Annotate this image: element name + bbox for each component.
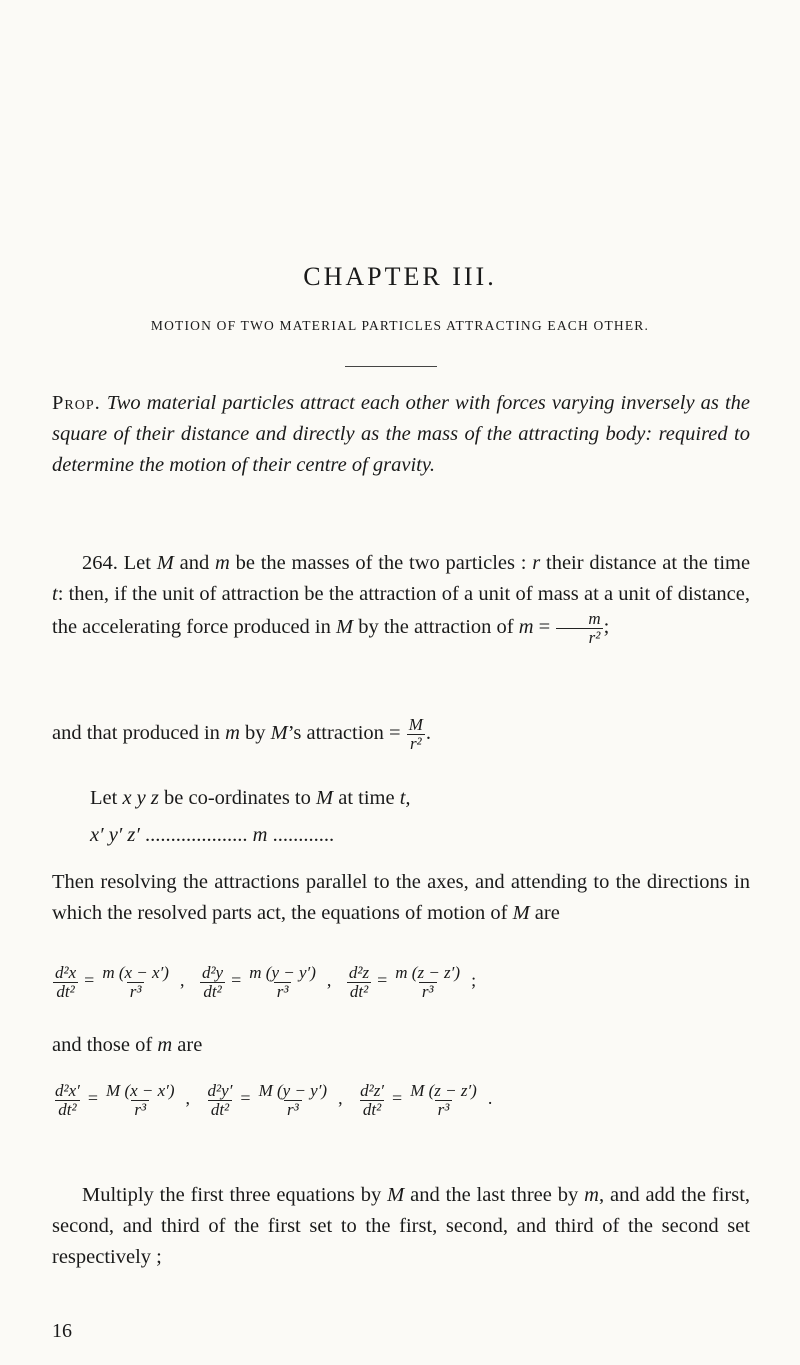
line2-var-M: M [270, 722, 288, 745]
eq-denominator: dt² [347, 982, 371, 1001]
multiply-var-M: M [387, 1184, 405, 1206]
line2-punct: . [425, 722, 432, 745]
coordinates-line-1 [90, 787, 411, 810]
eq-numerator: m (x − x′) [102, 963, 169, 982]
equations-of-M [52, 964, 486, 1001]
eq-denominator: r³ [131, 1100, 149, 1119]
p264-var-m: m [215, 552, 230, 574]
p264-equals: = [538, 616, 551, 639]
p264-text-a: Let [123, 552, 151, 574]
eq-denominator: dt² [208, 1100, 232, 1119]
eq-numerator: M (x − x′) [106, 1081, 175, 1100]
eq-punct: , [326, 970, 332, 991]
p264-punct: ; [603, 616, 610, 639]
p264-var-M-2: M [336, 616, 354, 639]
multiply-text-b: and the last three by [410, 1184, 579, 1206]
leader-dots: .................... [145, 824, 248, 846]
fraction-m-over-r2 [555, 610, 603, 647]
coords-var-m: m [252, 824, 268, 846]
line2-text-a: and that produced in [52, 722, 220, 745]
equals-sign: = [240, 1088, 251, 1109]
eq-numerator: d²x′ [55, 1081, 80, 1100]
eq-denominator: dt² [200, 982, 224, 1001]
eq1-lhs [52, 964, 79, 1001]
leader-dots-2: ............ [272, 824, 335, 846]
those-var-m: m [157, 1034, 173, 1056]
proposition-lead: Prop. [52, 392, 101, 414]
line2-text-b: ’s attraction = [287, 722, 401, 745]
equals-sign: = [231, 970, 242, 991]
eq-denominator: dt² [360, 1100, 384, 1119]
proposition-paragraph [52, 388, 750, 481]
eq6-rhs [407, 1082, 480, 1119]
p264-var-t: t [52, 583, 58, 605]
eq5-rhs [256, 1082, 331, 1119]
those-of-m-line [52, 1034, 202, 1057]
section-divider [345, 366, 437, 367]
eq-punct: , [185, 1088, 191, 1109]
eq-punct: , [338, 1088, 343, 1109]
coords-var-M: M [316, 787, 334, 809]
eq-punct: ; [471, 970, 477, 991]
eq-punct: . [487, 1088, 493, 1109]
article-number: 264. [82, 552, 118, 574]
eq2-rhs [246, 964, 319, 1001]
eq5-lhs [205, 1082, 236, 1119]
eq4-rhs [103, 1082, 178, 1119]
fraction-M-over-r2 [406, 716, 426, 753]
eq-denominator: dt² [55, 1100, 79, 1119]
those-are: are [177, 1034, 203, 1056]
paragraph-264 [52, 548, 750, 647]
eq-denominator: r³ [419, 982, 437, 1001]
p264-and: and [179, 552, 210, 574]
p264-var-r: r [532, 552, 541, 574]
coords-xyz: x y z [122, 787, 159, 809]
multiply-var-m: m [584, 1184, 599, 1206]
eq-punct: , [179, 970, 185, 991]
coordinates-line-2 [90, 824, 334, 847]
p264-text-e: by the attraction of [358, 616, 514, 639]
eq-numerator: d²x [55, 963, 77, 982]
eq-numerator: d²z′ [360, 1081, 385, 1100]
p264-text-b: be the masses of the two particles : [235, 552, 527, 574]
eq1-rhs [99, 964, 172, 1001]
line-M-attraction [52, 716, 431, 753]
eq3-rhs [392, 964, 463, 1001]
fraction-numerator: m [588, 609, 601, 628]
fraction-denominator: r² [407, 734, 425, 753]
eq-denominator: r³ [127, 982, 145, 1001]
eq3-lhs [346, 964, 372, 1001]
resolve-var-M: M [512, 902, 530, 924]
eq-numerator: d²y′ [207, 1081, 233, 1100]
coords-xyz-prime: x′ y′ z′ [90, 824, 140, 846]
p264-text-c: their distance at the time [546, 552, 751, 574]
p264-var-M: M [156, 552, 174, 574]
line2-var-m: m [225, 722, 240, 745]
eq-numerator: m (z − z′) [395, 963, 461, 982]
equals-sign: = [377, 970, 388, 991]
resolve-text-a: Then resolving the attractions parallel to the axes, and attending to the directions in which the resolved parts act, the equations of motion of [52, 871, 750, 924]
resolve-paragraph [52, 867, 750, 929]
resolve-text-b: are [534, 902, 560, 924]
eq-denominator: r³ [435, 1100, 453, 1119]
eq4-lhs [52, 1082, 83, 1119]
eq-numerator: d²y [201, 963, 224, 982]
eq-numerator: d²z [348, 963, 370, 982]
p264-var-m-2: m [518, 616, 534, 639]
eq-denominator: r³ [274, 982, 292, 1001]
fraction-denominator: r² [556, 628, 604, 647]
fraction-numerator: M [408, 715, 423, 734]
equals-sign: = [87, 1088, 99, 1109]
coords-let: Let [90, 787, 118, 809]
p264-text-d: : then, if the unit of attraction be the attraction of a unit of mass at a unit of distance, the accelerating force produced in [52, 583, 750, 639]
proposition-text: Two material particles attract each other with forces varying inversely as the square of their distance and directly as the mass of the attracting body: required to determine the motion of their centre of gravity. [52, 392, 751, 476]
coords-at-time: at time [338, 787, 395, 809]
eq-denominator: dt² [53, 982, 77, 1001]
line2-by: by [245, 722, 266, 745]
chapter-subtitle: MOTION OF TWO MATERIAL PARTICLES ATTRACTING EACH OTHER. [150, 318, 650, 333]
eq6-lhs [357, 1082, 387, 1119]
equals-sign: = [84, 970, 95, 991]
coords-var-t: t, [399, 787, 411, 809]
eq2-lhs [199, 964, 226, 1001]
equations-of-m [52, 1082, 502, 1119]
eq-numerator: m (y − y′) [249, 963, 316, 982]
coords-text: be co-ordinates to [164, 787, 311, 809]
chapter-title: CHAPTER III. [303, 262, 497, 291]
multiply-text-a: Multiply the first three equations by [82, 1184, 382, 1206]
multiply-text-c: , and add the first, second, and third of the first set to the first, second, and third of the second set respectively ; [52, 1184, 751, 1268]
those-text: and those of [52, 1034, 153, 1056]
equals-sign: = [392, 1088, 403, 1109]
eq-numerator: M (y − y′) [258, 1081, 328, 1100]
multiply-paragraph [52, 1180, 750, 1273]
page-number: 16 [52, 1320, 72, 1342]
eq-numerator: M (z − z′) [410, 1081, 477, 1100]
eq-denominator: r³ [284, 1100, 302, 1119]
